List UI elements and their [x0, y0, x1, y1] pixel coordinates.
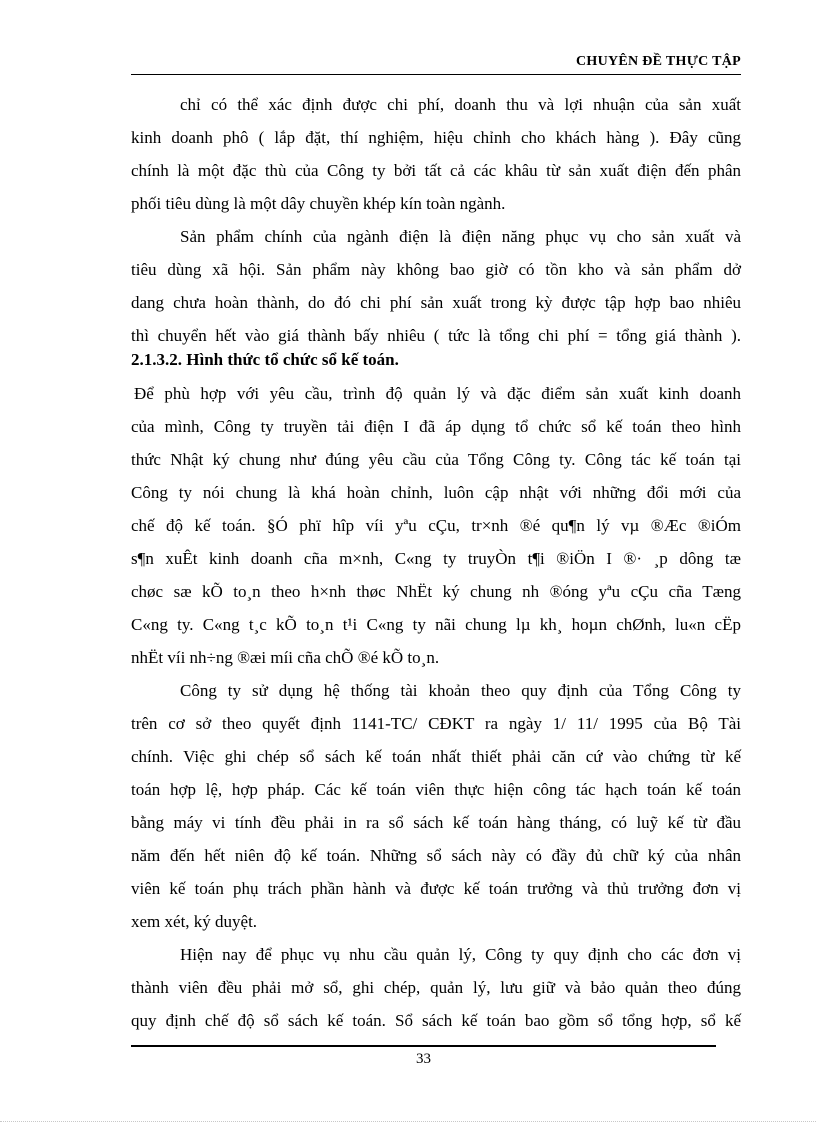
text-line: trên cơ sở theo quyết định 1141-TC/ CĐKT ra ngày 1/ 11/ 1995 của Bộ Tài — [131, 714, 741, 733]
text-line: Sản phẩm chính của ngành điện là điện năng phục vụ cho sản xuất và — [180, 227, 741, 246]
text-line: thành viên đều phải mở sổ, ghi chép, quản lý, lưu giữ và bảo quản theo đúng — [131, 978, 741, 997]
text-line: chøc sæ kÕ to¸n theo h×nh thøc NhËt ký chung nh ®óng yªu cÇu cña Tæng — [131, 582, 741, 601]
text-line: C«ng ty. C«ng t¸c kÕ to¸n t¹i C«ng ty nãi chung lµ kh¸ hoµn chØnh, lu«n cËp — [131, 615, 741, 634]
text-line: chế độ kế toán. §Ó phï hîp víi yªu cÇu, tr×nh ®é qu¶n lý vµ ®Æc ®iÓm — [131, 516, 741, 535]
header-title: CHUYÊN ĐỀ THỰC TẬP — [576, 54, 741, 69]
text-line: năm đến hết niên độ kế toán. Những sổ sách này có đầy đủ chữ ký của nhân — [131, 846, 741, 865]
text-line: Công ty sử dụng hệ thống tài khoản theo quy định của Tổng Công ty — [180, 681, 741, 700]
text-line: toán hợp lệ, hợp pháp. Các kế toán viên thực hiện công tác hạch toán kế toán — [131, 780, 741, 799]
text-line: nhËt víi nh÷ng ®æi míi cña chÕ ®é kÕ to¸n. — [131, 648, 440, 667]
text-line: kinh doanh phô ( lắp đặt, thí nghiệm, hiệu chỉnh cho khách hàng ). Đây cũng — [131, 128, 741, 147]
text-line: thì chuyển hết vào giá thành bấy nhiêu ( tức là tổng chi phí = tổng giá thành ). — [131, 326, 741, 345]
text-line: Hiện nay để phục vụ nhu cầu quản lý, Công ty quy định cho các đơn vị — [180, 945, 741, 964]
page-number: 33 — [416, 1051, 431, 1067]
text-line: Công ty nói chung là khá hoàn chỉnh, luôn cập nhật với những đổi mới của — [131, 483, 741, 502]
text-line: xem xét, ký duyệt. — [131, 912, 258, 931]
page-bottom-edge — [0, 1121, 816, 1122]
text-line: s¶n xuÊt kinh doanh cña m×nh, C«ng ty truyÒn t¶i ®iÖn I ®· ¸p dông tæ — [131, 549, 741, 568]
section-heading: 2.1.3.2. Hình thức tổ chức sổ kế toán. — [131, 350, 399, 369]
text-line: thức Nhật ký chung như đúng yêu cầu của Tổng Công ty. Công tác kế toán tại — [131, 450, 741, 469]
text-line: dang chưa hoàn thành, do đó chi phí sản xuất trong kỳ được tập hợp bao nhiêu — [131, 293, 741, 312]
text-line: chính là một đặc thù của Công ty bởi tất cả các khâu từ sản xuất điện đến phân — [131, 161, 741, 180]
text-line: viên kế toán phụ trách phần hành và được kế toán trưởng và thủ trưởng đơn vị — [131, 879, 741, 898]
text-line: chỉ có thể xác định được chi phí, doanh thu và lợi nhuận của sản xuất — [180, 95, 741, 114]
text-line: Để phù hợp với yêu cầu, trình độ quản lý và đặc điểm sản xuất kinh doanh — [134, 384, 741, 403]
text-line: quy định chế độ sổ sách kế toán. Sổ sách kế toán bao gồm sổ tổng hợp, sổ kế — [131, 1011, 741, 1030]
footer-divider — [131, 1045, 716, 1047]
text-line: chính. Việc ghi chép sổ sách kế toán nhất thiết phải căn cứ vào chứng từ kế — [131, 747, 741, 766]
text-line: của mình, Công ty truyền tải điện I đã áp dụng tổ chức sổ kế toán theo hình — [131, 417, 741, 436]
page-header — [131, 48, 741, 75]
text-line: tiêu dùng xã hội. Sản phẩm này không bao giờ có tồn kho và sản phẩm dở — [131, 260, 741, 279]
text-line: phối tiêu dùng là một dây chuyền khép kín toàn ngành. — [131, 194, 506, 213]
text-line: bằng máy vi tính đều phải in ra sổ sách kế toán hàng tháng, có luỹ kế từ đầu — [131, 813, 741, 832]
